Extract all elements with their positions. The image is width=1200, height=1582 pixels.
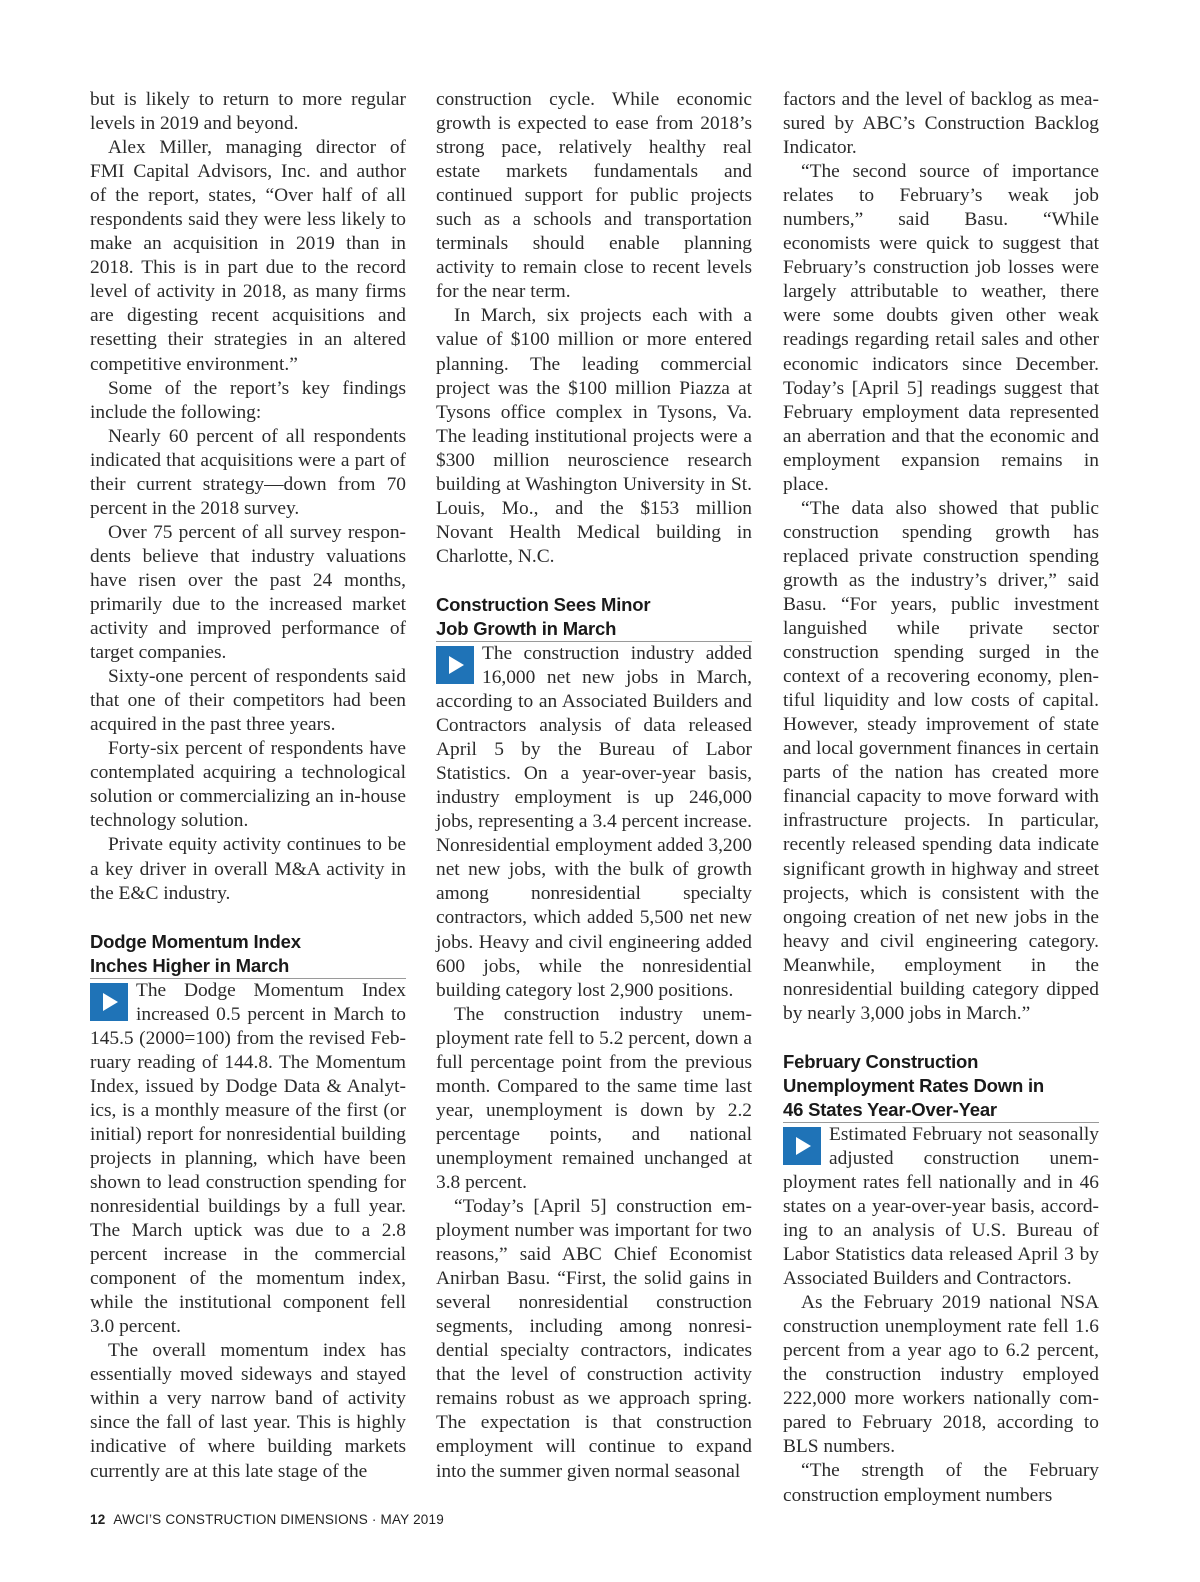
- heading-line: Unemployment Rates Down in: [783, 1074, 1045, 1096]
- paragraph: The construction industry added 16,000 net new jobs in March, according to an Associated Builders and Contractors analysis of data released April 5 by the Bureau of Labor Statistics. On a year-over-year basis, industry employment is up 246,000 jobs, representing a 3.4 percent increase. Nonresidential employment added 3,200 net new jobs, with the bulk of growth among nonresidential specialty contractors, which added 5,500 net new jobs. Heavy and civil engineering added 600 jobs, while the nonresidential building category lost 2,900 positions.: [436, 642, 752, 1001]
- paragraph: construction cycle. While economic growth is expected to ease from 2018’s strong pace, relatively healthy real estate markets fundamentals and continued support for public projects such as a schools and transportation terminals should enable planning activity to remain close to recent levels for the near term.: [436, 89, 752, 303]
- paragraph: The construction industry unemployment rate fell to 5.2 percent, down a full percentage point from the previous month. Compared to the same time last year, unemployment is down by 2.2 percentage points, and national unemployment remained unchanged at 3.8 percent.: [436, 1003, 752, 1193]
- heading-line: 46 States Year-Over-Year: [783, 1098, 997, 1120]
- paragraph: In March, six projects each with a value of $100 million or more entered planning. The leading commercial project was the $100 million Piazza at Tysons office complex in Tysons, Va. The leading institutional projects were a $300 million neuroscience research building at Washington University in St. Louis, Mo., and the $153 million Novant Health Medical building in Charlotte, N.C.: [436, 305, 752, 567]
- heading-line: Construction Sees Minor: [436, 593, 651, 615]
- paragraph: Forty-six percent of respondents have contemplated acquiring a technological solution or commercializing an in-house technology solution.: [90, 738, 406, 832]
- page-footer: [90, 1512, 444, 1527]
- paragraph: Sixty-one percent of respondents said that one of their competitors had been acquired in the past three years.: [90, 666, 406, 736]
- paragraph: Estimated February not seasonally adjusted construction unemployment rates fell nationally and in 46 states on a year-over-year basis, according to an analysis of U.S. Bureau of Labor Statistics data released April 3 by Associated Builders and Contractors.: [783, 1123, 1099, 1290]
- paragraph: but is likely to return to more regular levels in 2019 and beyond.: [90, 89, 406, 135]
- heading-line: Inches Higher in March: [90, 954, 290, 976]
- play-icon: [436, 646, 474, 684]
- page-number: 12: [90, 1512, 106, 1527]
- paragraph: Private equity activity continues to be a key driver in overall M&A activity in the E&C industry.: [90, 834, 406, 904]
- section-heading: [436, 593, 752, 642]
- paragraph: Some of the report’s key findings include the following:: [90, 377, 406, 423]
- play-icon: [90, 983, 128, 1021]
- paragraph: factors and the level of backlog as measured by ABC’s Construction Backlog Indicator.: [783, 89, 1099, 159]
- paragraph: “The second source of importance relates to February’s weak job numbers,” said Basu. “While economists were quick to suggest that February’s construction job losses were largely attributable to weather, there were some doubts given other weak readings regarding retail sales and other economic indicators since December. Today’s [April 5] readings suggest that February employment data represented an aberration and that the economic and employment expansion remains in place.: [783, 161, 1099, 495]
- publication-name: AWCI’S CONSTRUCTION DIMENSIONS · MAY 2019: [113, 1512, 444, 1527]
- heading-line: February Construction: [783, 1050, 979, 1072]
- section-heading: [783, 1050, 1099, 1123]
- paragraph: Nearly 60 percent of all respondents indicated that acquisitions were a part of their current strategy—down from 70 percent in the 2018 survey.: [90, 425, 406, 519]
- paragraph: “The strength of the February construction employment numbers: [783, 1460, 1099, 1506]
- paragraph: Over 75 percent of all survey respondents believe that industry valuations have risen over the past 24 months, primarily due to the increased market activity and improved performance of target companies.: [90, 521, 406, 664]
- paragraph: “The data also showed that public construction spending growth has replaced private construction spending growth as the industry’s driver,” said Basu. “For years, public investment languished while private sector construction spending surged in the context of a recovering economy, plentiful liquidity and low costs of capital. However, steady improvement of state and local government finances in certain parts of the nation has created more financial capacity to move forward with infrastructure projects. In particular, recently released spending data indicate significant growth in highway and street projects, which is consistent with the ongoing creation of net new jobs in the heavy and civil engineering category. Meanwhile, employment in the nonresidential building category dipped by nearly 3,000 jobs in March.”: [783, 497, 1099, 1024]
- paragraph: The overall momentum index has essentially moved sideways and stayed within a very narrow band of activity since the fall of last year. This is highly indicative of where building markets currently are at this late stage of the: [90, 1340, 406, 1482]
- text-column-2: [436, 88, 752, 1484]
- text-column-1: [90, 88, 406, 1484]
- heading-line: Dodge Momentum Index: [90, 930, 301, 952]
- heading-line: Job Growth in March: [436, 617, 617, 639]
- play-icon: [783, 1127, 821, 1165]
- text-column-3: [783, 88, 1099, 1508]
- paragraph: As the February 2019 national NSA construction unemployment rate fell 1.6 percent from a year ago to 6.2 percent, the construction industry employed 222,000 more workers nationally compared to February 2018, according to BLS numbers.: [783, 1292, 1099, 1458]
- paragraph: Alex Miller, managing director of FMI Capital Advisors, Inc. and author of the report, states, “Over half of all respondents said they were less likely to make an acquisition in 2019 than in 2018. This is in part due to the record level of activity in 2018, as many firms are digesting recent acquisitions and resetting their strategies in an altered competitive environment.”: [90, 137, 406, 375]
- paragraph: The Dodge Momentum Index increased 0.5 percent in March to 145.5 (2000=100) from the revised February reading of 144.8. The Momentum Index, issued by Dodge Data & Analytics, is a monthly measure of the first (or initial) report for nonresidential building projects in planning, which have been shown to lead construction spending for nonresidential buildings by a full year. The March uptick was due to a 2.8 percent increase in the commercial component of the momentum index, while the institutional component fell 3.0 percent.: [90, 979, 406, 1338]
- paragraph: “Today’s [April 5] construction employment number was important for two reasons,” said ABC Chief Economist Anirban Basu. “First, the solid gains in several nonresidential construction segments, including among nonresidential specialty contractors, indicates that the level of construction activity remains robust as we approach spring. The expectation is that construction employment will continue to expand into the summer given normal seasonal: [436, 1196, 752, 1482]
- section-heading: [90, 930, 406, 979]
